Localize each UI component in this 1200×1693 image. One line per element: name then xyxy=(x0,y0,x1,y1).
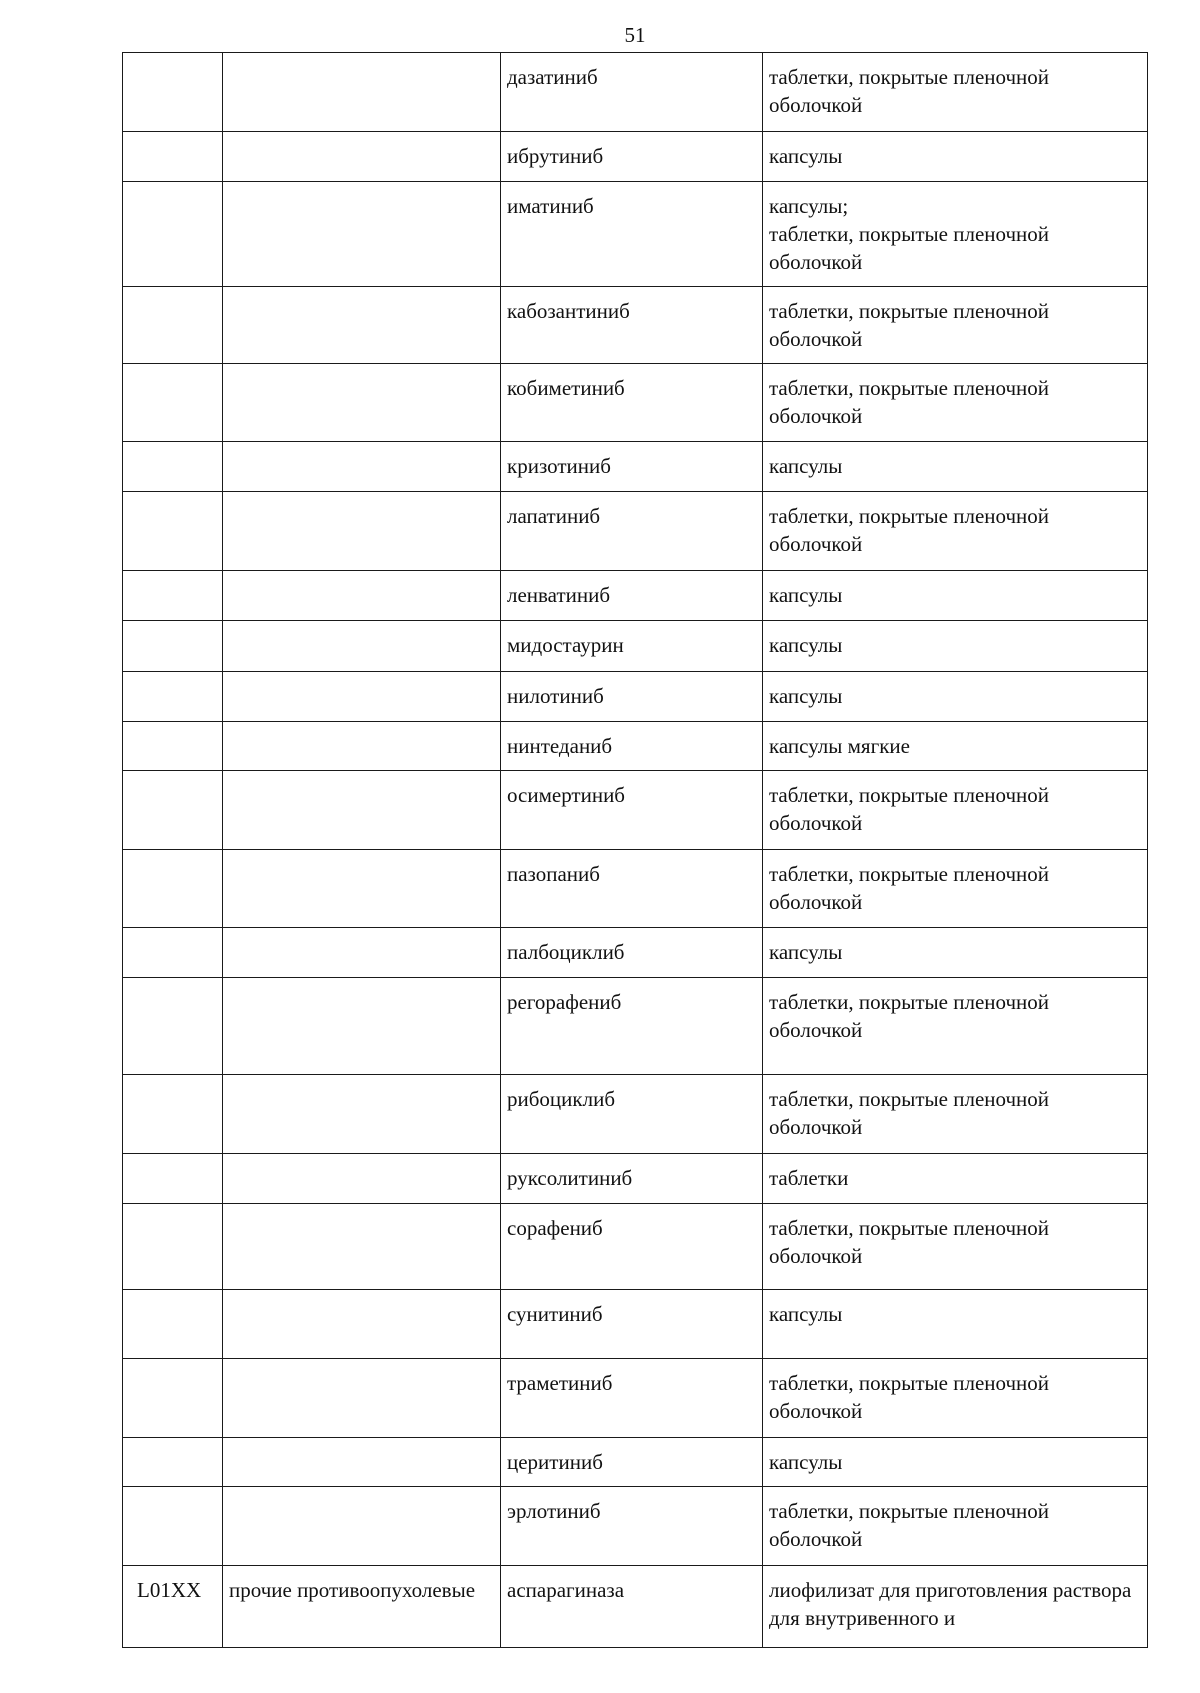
group-cell xyxy=(223,722,501,771)
group-cell xyxy=(223,1487,501,1566)
code-cell xyxy=(123,1438,223,1487)
table-row xyxy=(123,978,1148,1075)
code-cell xyxy=(123,672,223,722)
table-row xyxy=(123,1075,1148,1154)
drug-name-cell: ленватиниб xyxy=(501,571,763,621)
drug-name-cell: сунитиниб xyxy=(501,1290,763,1359)
dosage-form-cell: таблетки, покрытые пленочной оболочкой xyxy=(763,1204,1148,1290)
table-row xyxy=(123,1290,1148,1359)
drug-name-cell: кобиметиниб xyxy=(501,364,763,442)
table-row xyxy=(123,571,1148,621)
dosage-form-cell: капсулы xyxy=(763,442,1148,492)
dosage-form-cell: таблетки, покрытые пленочной оболочкой xyxy=(763,492,1148,571)
code-cell xyxy=(123,571,223,621)
dosage-form-cell: капсулы xyxy=(763,621,1148,672)
dosage-form-cell: капсулы мягкие xyxy=(763,722,1148,771)
group-cell: прочие противоопухолевые xyxy=(223,1566,501,1648)
group-cell xyxy=(223,1154,501,1204)
drug-name-cell: траметиниб xyxy=(501,1359,763,1438)
drug-name-cell: пазопаниб xyxy=(501,850,763,928)
table-row xyxy=(123,722,1148,771)
dosage-form-cell: таблетки xyxy=(763,1154,1148,1204)
code-cell xyxy=(123,1075,223,1154)
group-cell xyxy=(223,287,501,364)
group-cell xyxy=(223,132,501,182)
code-cell xyxy=(123,492,223,571)
dosage-form-cell: таблетки, покрытые пленочной оболочкой xyxy=(763,771,1148,850)
drug-table xyxy=(122,52,1148,1648)
dosage-form-cell: капсулы xyxy=(763,571,1148,621)
dosage-form-cell: капсулы xyxy=(763,928,1148,978)
drug-name-cell: регорафениб xyxy=(501,978,763,1075)
code-cell xyxy=(123,182,223,287)
code-cell xyxy=(123,1204,223,1290)
table-row xyxy=(123,1487,1148,1566)
drug-name-cell: аспарагиназа xyxy=(501,1566,763,1648)
table-row xyxy=(123,132,1148,182)
table-row xyxy=(123,621,1148,672)
group-cell xyxy=(223,1438,501,1487)
drug-name-cell: сорафениб xyxy=(501,1204,763,1290)
code-cell xyxy=(123,621,223,672)
code-cell xyxy=(123,53,223,132)
code-cell xyxy=(123,1359,223,1438)
drug-name-cell: нилотиниб xyxy=(501,672,763,722)
table-row xyxy=(123,53,1148,132)
dosage-form-cell: лиофилизат для приготовления раствора для внутривенного и xyxy=(763,1566,1148,1648)
table-body xyxy=(123,53,1148,1648)
code-cell: L01XX xyxy=(123,1566,223,1648)
drug-name-cell: эрлотиниб xyxy=(501,1487,763,1566)
dosage-form-cell: капсулы xyxy=(763,132,1148,182)
table-row xyxy=(123,1154,1148,1204)
drug-name-cell: кризотиниб xyxy=(501,442,763,492)
dosage-form-cell: таблетки, покрытые пленочной оболочкой xyxy=(763,1359,1148,1438)
group-cell xyxy=(223,978,501,1075)
drug-name-cell: дазатиниб xyxy=(501,53,763,132)
drug-name-cell: осимертиниб xyxy=(501,771,763,850)
table-row xyxy=(123,771,1148,850)
drug-name-cell: кабозантиниб xyxy=(501,287,763,364)
table-row xyxy=(123,672,1148,722)
group-cell xyxy=(223,1359,501,1438)
dosage-form-cell: капсулы xyxy=(763,672,1148,722)
dosage-form-cell: капсулы xyxy=(763,1438,1148,1487)
dosage-form-cell: таблетки, покрытые пленочной оболочкой xyxy=(763,364,1148,442)
code-cell xyxy=(123,850,223,928)
group-cell xyxy=(223,364,501,442)
dosage-form-cell: капсулы; таблетки, покрытые пленочной оболочкой xyxy=(763,182,1148,287)
page-number: 51 xyxy=(624,23,646,47)
code-cell xyxy=(123,1154,223,1204)
drug-name-cell: иматиниб xyxy=(501,182,763,287)
group-cell xyxy=(223,492,501,571)
code-cell xyxy=(123,364,223,442)
code-cell xyxy=(123,287,223,364)
code-cell xyxy=(123,442,223,492)
table-row xyxy=(123,928,1148,978)
group-cell xyxy=(223,571,501,621)
group-cell xyxy=(223,928,501,978)
table-row xyxy=(123,1204,1148,1290)
dosage-form-cell: таблетки, покрытые пленочной оболочкой xyxy=(763,978,1148,1075)
code-cell xyxy=(123,722,223,771)
table-row xyxy=(123,1438,1148,1487)
group-cell xyxy=(223,672,501,722)
drug-name-cell: рибоциклиб xyxy=(501,1075,763,1154)
code-cell xyxy=(123,928,223,978)
group-cell xyxy=(223,182,501,287)
drug-name-cell: мидостаурин xyxy=(501,621,763,672)
code-cell xyxy=(123,1487,223,1566)
drug-name-cell: ибрутиниб xyxy=(501,132,763,182)
drug-name-cell: руксолитиниб xyxy=(501,1154,763,1204)
group-cell xyxy=(223,442,501,492)
table-row xyxy=(123,364,1148,442)
table-row xyxy=(123,1566,1148,1648)
drug-name-cell: нинтеданиб xyxy=(501,722,763,771)
group-cell xyxy=(223,621,501,672)
group-cell xyxy=(223,850,501,928)
code-cell xyxy=(123,978,223,1075)
dosage-form-cell: капсулы xyxy=(763,1290,1148,1359)
table-row xyxy=(123,492,1148,571)
group-cell xyxy=(223,53,501,132)
table-row xyxy=(123,287,1148,364)
table-row xyxy=(123,1359,1148,1438)
code-cell xyxy=(123,1290,223,1359)
drug-name-cell: лапатиниб xyxy=(501,492,763,571)
dosage-form-cell: таблетки, покрытые пленочной оболочкой xyxy=(763,1487,1148,1566)
dosage-form-cell: таблетки, покрытые пленочной оболочкой xyxy=(763,1075,1148,1154)
drug-name-cell: палбоциклиб xyxy=(501,928,763,978)
drug-name-cell: церитиниб xyxy=(501,1438,763,1487)
dosage-form-cell: таблетки, покрытые пленочной оболочкой xyxy=(763,287,1148,364)
table-row xyxy=(123,850,1148,928)
code-cell xyxy=(123,132,223,182)
table-row xyxy=(123,182,1148,287)
group-cell xyxy=(223,771,501,850)
group-cell xyxy=(223,1204,501,1290)
table-row xyxy=(123,442,1148,492)
dosage-form-cell: таблетки, покрытые пленочной оболочкой xyxy=(763,53,1148,132)
dosage-form-cell: таблетки, покрытые пленочной оболочкой xyxy=(763,850,1148,928)
group-cell xyxy=(223,1075,501,1154)
group-cell xyxy=(223,1290,501,1359)
code-cell xyxy=(123,771,223,850)
